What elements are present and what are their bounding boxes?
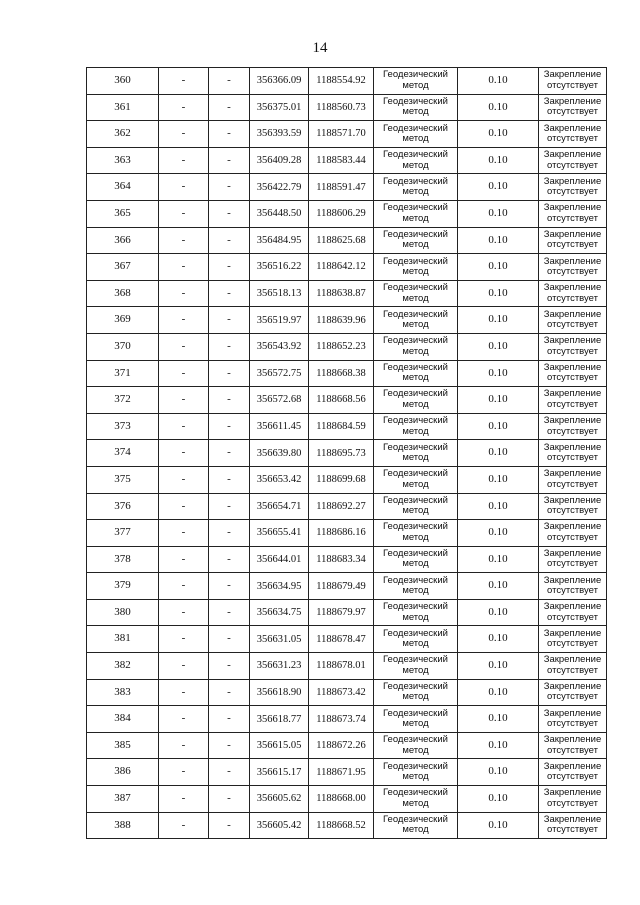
point-number-cell: 364: [87, 174, 159, 201]
table-row: [87, 200, 607, 227]
coordinate-x-cell: 356409.28: [250, 147, 309, 174]
accuracy-cell: 0.10: [458, 147, 539, 174]
coordinate-y-cell: 1188642.12: [309, 254, 374, 281]
table-row: [87, 147, 607, 174]
point-number-cell: 387: [87, 786, 159, 813]
fixing-cell: Закрепление отсутствует: [539, 786, 607, 813]
fixing-cell: Закрепление отсутствует: [539, 732, 607, 759]
coordinate-x-cell: 356618.77: [250, 706, 309, 733]
accuracy-cell: 0.10: [458, 94, 539, 121]
accuracy-cell: 0.10: [458, 679, 539, 706]
point-number-cell: 369: [87, 307, 159, 334]
accuracy-cell: 0.10: [458, 546, 539, 573]
method-cell: Геодезический метод: [374, 387, 458, 414]
empty-x-cell: -: [159, 200, 209, 227]
method-cell: Геодезический метод: [374, 520, 458, 547]
coordinate-y-cell: 1188679.49: [309, 573, 374, 600]
table-row: [87, 679, 607, 706]
coordinate-y-cell: 1188695.73: [309, 440, 374, 467]
table-row: [87, 626, 607, 653]
fixing-cell: Закрепление отсутствует: [539, 174, 607, 201]
method-cell: Геодезический метод: [374, 227, 458, 254]
empty-x-cell: -: [159, 759, 209, 786]
accuracy-cell: 0.10: [458, 493, 539, 520]
accuracy-cell: 0.10: [458, 413, 539, 440]
coordinate-x-cell: 356605.62: [250, 786, 309, 813]
empty-x-cell: -: [159, 440, 209, 467]
point-number-cell: 378: [87, 546, 159, 573]
point-number-cell: 383: [87, 679, 159, 706]
coordinate-x-cell: 356631.05: [250, 626, 309, 653]
accuracy-cell: 0.10: [458, 573, 539, 600]
coordinate-x-cell: 356654.71: [250, 493, 309, 520]
table-row: [87, 706, 607, 733]
empty-x-cell: -: [159, 360, 209, 387]
fixing-cell: Закрепление отсутствует: [539, 546, 607, 573]
accuracy-cell: 0.10: [458, 626, 539, 653]
method-cell: Геодезический метод: [374, 493, 458, 520]
method-cell: Геодезический метод: [374, 360, 458, 387]
method-cell: Геодезический метод: [374, 440, 458, 467]
accuracy-cell: 0.10: [458, 227, 539, 254]
fixing-cell: Закрепление отсутствует: [539, 254, 607, 281]
page-number: 14: [312, 40, 328, 56]
empty-x-cell: -: [159, 387, 209, 414]
method-cell: Геодезический метод: [374, 174, 458, 201]
point-number-cell: 366: [87, 227, 159, 254]
empty-y-cell: -: [209, 599, 250, 626]
fixing-cell: Закрепление отсутствует: [539, 68, 607, 95]
method-cell: Геодезический метод: [374, 812, 458, 839]
coordinate-x-cell: 356631.23: [250, 653, 309, 680]
point-number-cell: 370: [87, 333, 159, 360]
point-number-cell: 367: [87, 254, 159, 281]
method-cell: Геодезический метод: [374, 413, 458, 440]
coordinate-x-cell: 356572.75: [250, 360, 309, 387]
accuracy-cell: 0.10: [458, 254, 539, 281]
table-row: [87, 254, 607, 281]
table-row: [87, 520, 607, 547]
point-number-cell: 371: [87, 360, 159, 387]
empty-x-cell: -: [159, 147, 209, 174]
coordinate-x-cell: 356519.97: [250, 307, 309, 334]
coordinate-y-cell: 1188591.47: [309, 174, 374, 201]
fixing-cell: Закрепление отсутствует: [539, 440, 607, 467]
coordinate-y-cell: 1188554.92: [309, 68, 374, 95]
empty-x-cell: -: [159, 333, 209, 360]
point-number-cell: 388: [87, 812, 159, 839]
table-row: [87, 307, 607, 334]
fixing-cell: Закрепление отсутствует: [539, 599, 607, 626]
empty-y-cell: -: [209, 68, 250, 95]
coordinate-x-cell: 356615.05: [250, 732, 309, 759]
point-number-cell: 381: [87, 626, 159, 653]
fixing-cell: Закрепление отсутствует: [539, 200, 607, 227]
point-number-cell: 380: [87, 599, 159, 626]
empty-y-cell: -: [209, 653, 250, 680]
empty-x-cell: -: [159, 653, 209, 680]
empty-y-cell: -: [209, 413, 250, 440]
coordinate-y-cell: 1188672.26: [309, 732, 374, 759]
coordinate-x-cell: 356393.59: [250, 121, 309, 148]
coordinate-x-cell: 356653.42: [250, 466, 309, 493]
empty-y-cell: -: [209, 94, 250, 121]
fixing-cell: Закрепление отсутствует: [539, 227, 607, 254]
coordinate-y-cell: 1188673.42: [309, 679, 374, 706]
empty-x-cell: -: [159, 626, 209, 653]
empty-x-cell: -: [159, 174, 209, 201]
table-row: [87, 413, 607, 440]
empty-x-cell: -: [159, 227, 209, 254]
fixing-cell: Закрепление отсутствует: [539, 679, 607, 706]
coordinate-x-cell: 356618.90: [250, 679, 309, 706]
accuracy-cell: 0.10: [458, 68, 539, 95]
table-row: [87, 786, 607, 813]
fixing-cell: Закрепление отсутствует: [539, 387, 607, 414]
point-number-cell: 375: [87, 466, 159, 493]
empty-y-cell: -: [209, 520, 250, 547]
table-row: [87, 440, 607, 467]
table-row: [87, 493, 607, 520]
coordinate-y-cell: 1188699.68: [309, 466, 374, 493]
method-cell: Геодезический метод: [374, 200, 458, 227]
empty-x-cell: -: [159, 520, 209, 547]
empty-y-cell: -: [209, 466, 250, 493]
accuracy-cell: 0.10: [458, 333, 539, 360]
coordinate-y-cell: 1188560.73: [309, 94, 374, 121]
coordinate-x-cell: 356448.50: [250, 200, 309, 227]
coordinate-x-cell: 356543.92: [250, 333, 309, 360]
coordinate-y-cell: 1188684.59: [309, 413, 374, 440]
point-number-cell: 384: [87, 706, 159, 733]
method-cell: Геодезический метод: [374, 679, 458, 706]
point-number-cell: 377: [87, 520, 159, 547]
coordinate-y-cell: 1188606.29: [309, 200, 374, 227]
point-number-cell: 382: [87, 653, 159, 680]
method-cell: Геодезический метод: [374, 121, 458, 148]
empty-y-cell: -: [209, 200, 250, 227]
method-cell: Геодезический метод: [374, 68, 458, 95]
coordinate-x-cell: 356644.01: [250, 546, 309, 573]
empty-y-cell: -: [209, 706, 250, 733]
empty-x-cell: -: [159, 254, 209, 281]
method-cell: Геодезический метод: [374, 653, 458, 680]
coordinate-x-cell: 356422.79: [250, 174, 309, 201]
coordinate-y-cell: 1188639.96: [309, 307, 374, 334]
method-cell: Геодезический метод: [374, 706, 458, 733]
coordinate-y-cell: 1188668.00: [309, 786, 374, 813]
empty-x-cell: -: [159, 280, 209, 307]
table-row: [87, 573, 607, 600]
coordinate-x-cell: 356634.75: [250, 599, 309, 626]
empty-y-cell: -: [209, 254, 250, 281]
table-row: [87, 599, 607, 626]
coordinate-y-cell: 1188679.97: [309, 599, 374, 626]
empty-y-cell: -: [209, 121, 250, 148]
empty-x-cell: -: [159, 786, 209, 813]
empty-y-cell: -: [209, 360, 250, 387]
point-number-cell: 385: [87, 732, 159, 759]
coordinate-y-cell: 1188668.56: [309, 387, 374, 414]
empty-y-cell: -: [209, 493, 250, 520]
table-body: [87, 68, 607, 839]
coordinate-y-cell: 1188686.16: [309, 520, 374, 547]
table-row: [87, 227, 607, 254]
empty-x-cell: -: [159, 732, 209, 759]
coordinate-y-cell: 1188673.74: [309, 706, 374, 733]
table-row: [87, 387, 607, 414]
accuracy-cell: 0.10: [458, 812, 539, 839]
fixing-cell: Закрепление отсутствует: [539, 520, 607, 547]
coordinate-x-cell: 356639.80: [250, 440, 309, 467]
method-cell: Геодезический метод: [374, 94, 458, 121]
empty-y-cell: -: [209, 679, 250, 706]
accuracy-cell: 0.10: [458, 599, 539, 626]
coordinate-y-cell: 1188692.27: [309, 493, 374, 520]
accuracy-cell: 0.10: [458, 653, 539, 680]
accuracy-cell: 0.10: [458, 280, 539, 307]
fixing-cell: Закрепление отсутствует: [539, 573, 607, 600]
fixing-cell: Закрепление отсутствует: [539, 466, 607, 493]
point-number-cell: 360: [87, 68, 159, 95]
method-cell: Геодезический метод: [374, 732, 458, 759]
accuracy-cell: 0.10: [458, 387, 539, 414]
empty-x-cell: -: [159, 68, 209, 95]
coordinate-y-cell: 1188678.47: [309, 626, 374, 653]
fixing-cell: Закрепление отсутствует: [539, 360, 607, 387]
empty-y-cell: -: [209, 573, 250, 600]
coordinate-y-cell: 1188668.38: [309, 360, 374, 387]
empty-y-cell: -: [209, 174, 250, 201]
fixing-cell: Закрепление отсутствует: [539, 653, 607, 680]
empty-x-cell: -: [159, 121, 209, 148]
coordinate-x-cell: 356605.42: [250, 812, 309, 839]
accuracy-cell: 0.10: [458, 759, 539, 786]
empty-y-cell: -: [209, 147, 250, 174]
coordinate-x-cell: 356518.13: [250, 280, 309, 307]
table-row: [87, 174, 607, 201]
coordinate-x-cell: 356615.17: [250, 759, 309, 786]
empty-y-cell: -: [209, 333, 250, 360]
fixing-cell: Закрепление отсутствует: [539, 706, 607, 733]
empty-x-cell: -: [159, 413, 209, 440]
empty-y-cell: -: [209, 440, 250, 467]
method-cell: Геодезический метод: [374, 333, 458, 360]
coordinate-x-cell: 356484.95: [250, 227, 309, 254]
coordinate-y-cell: 1188668.52: [309, 812, 374, 839]
empty-x-cell: -: [159, 493, 209, 520]
table-row: [87, 121, 607, 148]
empty-y-cell: -: [209, 812, 250, 839]
empty-x-cell: -: [159, 706, 209, 733]
method-cell: Геодезический метод: [374, 599, 458, 626]
coordinates-table: [86, 67, 607, 839]
empty-y-cell: -: [209, 626, 250, 653]
method-cell: Геодезический метод: [374, 546, 458, 573]
table-row: [87, 812, 607, 839]
empty-x-cell: -: [159, 307, 209, 334]
fixing-cell: Закрепление отсутствует: [539, 812, 607, 839]
fixing-cell: Закрепление отсутствует: [539, 333, 607, 360]
point-number-cell: 376: [87, 493, 159, 520]
fixing-cell: Закрепление отсутствует: [539, 307, 607, 334]
table-row: [87, 732, 607, 759]
coordinate-x-cell: 356655.41: [250, 520, 309, 547]
accuracy-cell: 0.10: [458, 360, 539, 387]
table-row: [87, 546, 607, 573]
method-cell: Геодезический метод: [374, 280, 458, 307]
table-row: [87, 360, 607, 387]
empty-y-cell: -: [209, 280, 250, 307]
fixing-cell: Закрепление отсутствует: [539, 626, 607, 653]
coordinate-y-cell: 1188671.95: [309, 759, 374, 786]
table-row: [87, 653, 607, 680]
point-number-cell: 372: [87, 387, 159, 414]
method-cell: Геодезический метод: [374, 147, 458, 174]
coordinate-y-cell: 1188583.44: [309, 147, 374, 174]
fixing-cell: Закрепление отсутствует: [539, 493, 607, 520]
point-number-cell: 365: [87, 200, 159, 227]
method-cell: Геодезический метод: [374, 573, 458, 600]
coordinate-y-cell: 1188571.70: [309, 121, 374, 148]
accuracy-cell: 0.10: [458, 786, 539, 813]
accuracy-cell: 0.10: [458, 174, 539, 201]
fixing-cell: Закрепление отсутствует: [539, 759, 607, 786]
accuracy-cell: 0.10: [458, 307, 539, 334]
fixing-cell: Закрепление отсутствует: [539, 147, 607, 174]
empty-y-cell: -: [209, 732, 250, 759]
coordinate-x-cell: 356516.22: [250, 254, 309, 281]
method-cell: Геодезический метод: [374, 466, 458, 493]
accuracy-cell: 0.10: [458, 121, 539, 148]
accuracy-cell: 0.10: [458, 520, 539, 547]
coordinate-y-cell: 1188638.87: [309, 280, 374, 307]
method-cell: Геодезический метод: [374, 759, 458, 786]
method-cell: Геодезический метод: [374, 307, 458, 334]
point-number-cell: 379: [87, 573, 159, 600]
coordinate-y-cell: 1188678.01: [309, 653, 374, 680]
fixing-cell: Закрепление отсутствует: [539, 121, 607, 148]
empty-y-cell: -: [209, 759, 250, 786]
coordinate-y-cell: 1188625.68: [309, 227, 374, 254]
point-number-cell: 374: [87, 440, 159, 467]
table-row: [87, 280, 607, 307]
empty-y-cell: -: [209, 786, 250, 813]
table-row: [87, 466, 607, 493]
table-row: [87, 333, 607, 360]
point-number-cell: 368: [87, 280, 159, 307]
empty-y-cell: -: [209, 546, 250, 573]
coordinate-y-cell: 1188683.34: [309, 546, 374, 573]
point-number-cell: 373: [87, 413, 159, 440]
empty-x-cell: -: [159, 546, 209, 573]
point-number-cell: 361: [87, 94, 159, 121]
coordinate-x-cell: 356375.01: [250, 94, 309, 121]
coordinate-x-cell: 356572.68: [250, 387, 309, 414]
fixing-cell: Закрепление отсутствует: [539, 280, 607, 307]
point-number-cell: 386: [87, 759, 159, 786]
table-row: [87, 94, 607, 121]
fixing-cell: Закрепление отсутствует: [539, 94, 607, 121]
accuracy-cell: 0.10: [458, 466, 539, 493]
method-cell: Геодезический метод: [374, 626, 458, 653]
point-number-cell: 363: [87, 147, 159, 174]
table-row: [87, 68, 607, 95]
accuracy-cell: 0.10: [458, 706, 539, 733]
empty-x-cell: -: [159, 466, 209, 493]
empty-x-cell: -: [159, 679, 209, 706]
coordinate-x-cell: 356634.95: [250, 573, 309, 600]
coordinate-y-cell: 1188652.23: [309, 333, 374, 360]
method-cell: Геодезический метод: [374, 254, 458, 281]
coordinate-x-cell: 356366.09: [250, 68, 309, 95]
accuracy-cell: 0.10: [458, 732, 539, 759]
coordinate-x-cell: 356611.45: [250, 413, 309, 440]
empty-y-cell: -: [209, 307, 250, 334]
fixing-cell: Закрепление отсутствует: [539, 413, 607, 440]
empty-y-cell: -: [209, 387, 250, 414]
method-cell: Геодезический метод: [374, 786, 458, 813]
empty-x-cell: -: [159, 94, 209, 121]
point-number-cell: 362: [87, 121, 159, 148]
empty-y-cell: -: [209, 227, 250, 254]
empty-x-cell: -: [159, 812, 209, 839]
accuracy-cell: 0.10: [458, 200, 539, 227]
table-row: [87, 759, 607, 786]
empty-x-cell: -: [159, 573, 209, 600]
accuracy-cell: 0.10: [458, 440, 539, 467]
empty-x-cell: -: [159, 599, 209, 626]
